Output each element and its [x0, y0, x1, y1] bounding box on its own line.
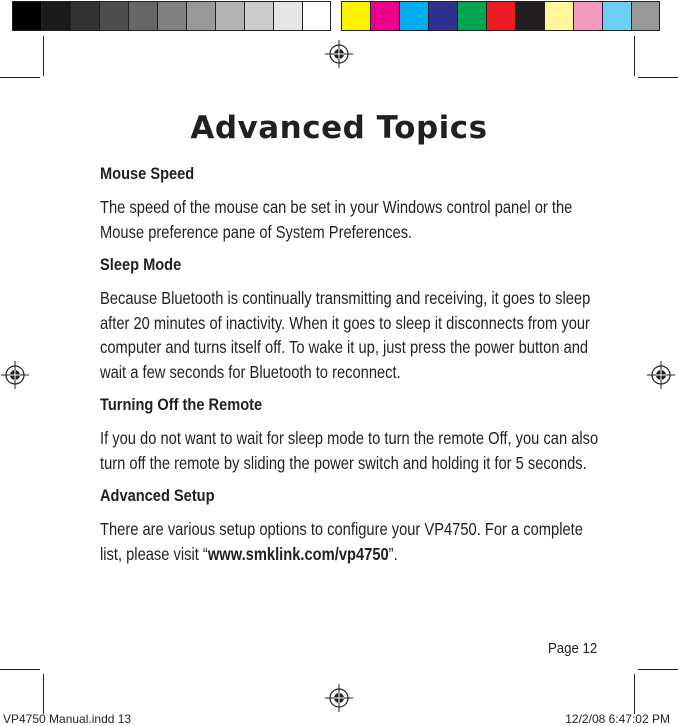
color-swatch — [99, 1, 128, 31]
color-swatch — [302, 1, 331, 31]
manual-content — [100, 162, 600, 575]
crop-mark — [634, 36, 635, 76]
section-text: Because Bluetooth is continually transmitting and receiving, it goes to sleep after 20 minutes of inactivity. When it goes to sleep it disconnects from your computer and turns itself off. To wake it up, just press the power button and wait a few seconds for Bluetooth to reconnect. — [100, 288, 591, 382]
crop-mark — [43, 36, 44, 76]
section-turning-off — [100, 393, 600, 475]
color-calibration-bar — [12, 1, 660, 31]
crop-mark — [634, 674, 635, 714]
registration-mark-icon — [325, 684, 353, 712]
crop-mark — [638, 77, 678, 78]
color-swatch — [399, 1, 428, 31]
section-text-before: There are various setup options to configure your VP4750. For a complete list, please visit “ — [100, 519, 583, 564]
registration-mark-icon — [325, 40, 353, 68]
grayscale-swatches — [12, 1, 331, 31]
color-swatch — [457, 1, 486, 31]
color-swatch — [631, 1, 660, 31]
section-text — [100, 517, 600, 566]
slug-timestamp: 12/2/08 6:47:02 PM — [565, 712, 670, 726]
page-number: Page 12 — [548, 640, 598, 657]
section-heading: Turning Off the Remote — [100, 395, 263, 414]
section-sleep-mode — [100, 253, 600, 384]
color-swatch — [602, 1, 631, 31]
color-swatch — [370, 1, 399, 31]
color-swatch — [215, 1, 244, 31]
color-swatch — [273, 1, 302, 31]
section-heading: Sleep Mode — [100, 255, 182, 274]
color-swatch — [70, 1, 99, 31]
crop-mark — [43, 674, 44, 714]
section-heading: Mouse Speed — [100, 164, 195, 183]
color-swatch — [341, 1, 370, 31]
section-advanced-setup — [100, 484, 600, 566]
color-swatch — [157, 1, 186, 31]
crop-mark — [0, 77, 40, 78]
page-title: Advanced Topics — [190, 110, 488, 146]
registration-mark-icon — [1, 361, 29, 389]
color-swatch — [544, 1, 573, 31]
section-text-after: ”. — [388, 543, 398, 564]
color-swatch — [128, 1, 157, 31]
crop-mark — [0, 669, 40, 670]
website-link[interactable]: www.smklink.com/vp4750 — [207, 543, 389, 564]
color-swatch — [186, 1, 215, 31]
section-heading: Advanced Setup — [100, 486, 215, 505]
section-text: The speed of the mouse can be set in your Windows control panel or the Mouse preference pane of System Preferences. — [100, 197, 573, 242]
color-swatch — [573, 1, 602, 31]
crop-mark — [638, 669, 678, 670]
color-swatch — [486, 1, 515, 31]
section-text: If you do not want to wait for sleep mode to turn the remote Off, you can also turn off the remote by sliding the power switch and holding it for 5 seconds. — [100, 428, 599, 473]
color-swatch — [244, 1, 273, 31]
slug-filename: VP4750 Manual.indd 13 — [3, 712, 132, 726]
color-swatch — [428, 1, 457, 31]
registration-mark-icon — [647, 361, 675, 389]
color-swatch — [12, 1, 41, 31]
section-mouse-speed — [100, 162, 600, 244]
color-swatch — [515, 1, 544, 31]
color-swatches — [341, 1, 660, 31]
color-swatch — [41, 1, 70, 31]
